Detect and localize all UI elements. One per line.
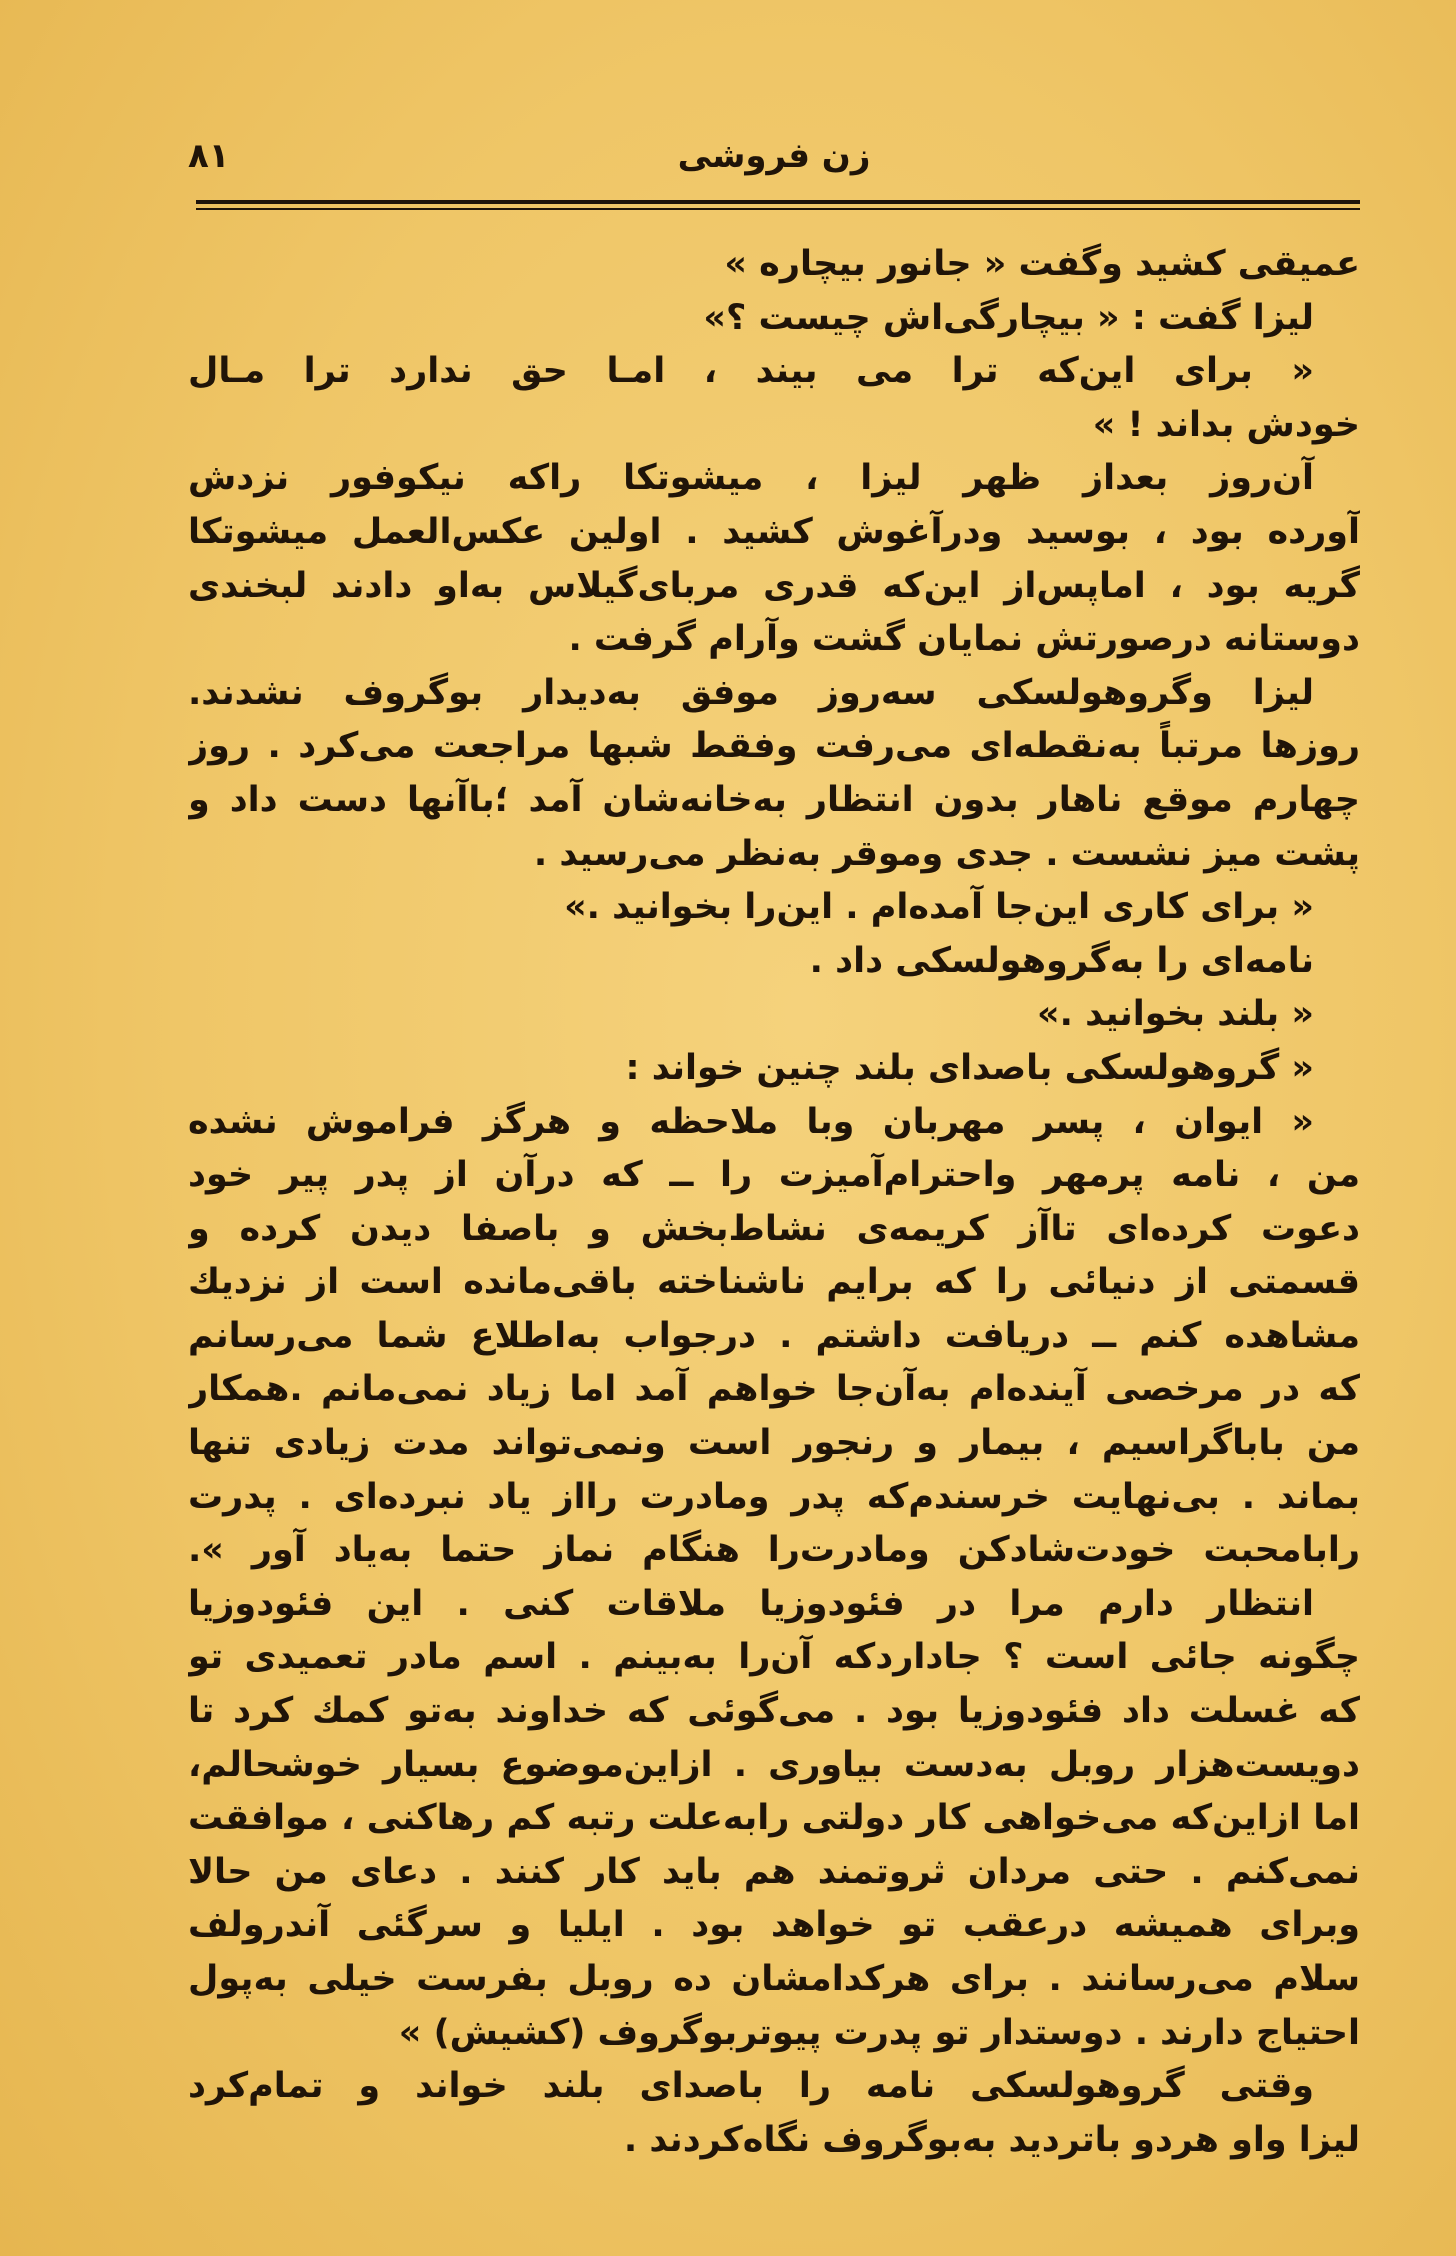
text-line: انتظار دارم مرا در فئودوزیا ملاقات کنی . این فئودوزیا	[188, 1583, 1314, 1624]
text-line: که غسلت داد فئودوزیا بود . می‌گوئی که خداوند به‌تو کمك کرد تا	[188, 1691, 1360, 1732]
text-line: پشت میز نشست . جدی وموقر به‌نظر می‌رسید .	[533, 833, 1360, 874]
text-line: وقتی گروهولسکی نامه را باصدای بلند خواند و تمام‌کرد	[188, 2066, 1314, 2107]
text-line: لیزا وگروهولسکی سه‌روز موفق به‌دیدار بوگروف نشدند.	[188, 672, 1314, 713]
header-rule-thick	[196, 200, 1360, 204]
text-line: عمیقی کشید وگفت « جانور بیچاره »	[724, 244, 1360, 284]
text-line: دعوت کرده‌ای تاآز کریمه‌ی نشاط‌بخش و باصفا دیدن کرده و	[188, 1208, 1360, 1249]
text-line: « برای کاری این‌جا آمده‌ام . این‌را بخوانید .»	[564, 887, 1314, 928]
text-line: روزها مرتباً به‌نقطه‌ای می‌رفت وفقط شبها مراجعت می‌کرد . روز	[188, 726, 1360, 767]
body-text	[188, 238, 1360, 2167]
text-line: « گروهولسکی باصدای بلند چنین خواند :	[625, 1047, 1314, 1088]
text-line: چگونه جائی است ؟ جادارد‌که آن‌را به‌بینم . اسم مادر تعمیدی تو	[188, 1637, 1360, 1678]
running-title: زن فروشی	[677, 136, 871, 176]
text-line: سلام می‌رسانند . برای هرکدامشان ده روبل بفرست خیلی به‌پول	[188, 1959, 1360, 1999]
text-line: من ، نامه پرمهر واحترام‌آمیزت را ــ که درآن از پدر پیر خود	[188, 1155, 1360, 1196]
text-line: دوستانه درصورتش نمایان گشت وآرام گرفت .	[568, 619, 1360, 660]
text-line: « برای این‌که ترا می بیند ، امـا حق ندارد ترا مـال	[188, 351, 1314, 392]
text-line: آن‌روز بعداز ظهر لیزا ، میشوتکا راکه نیکوفور نزدش	[188, 458, 1314, 499]
header-rule-thin	[196, 208, 1360, 210]
text-line: چهارم موقع ناهار بدون انتظار به‌خانه‌شان آمد ؛باآنها دست داد و	[188, 779, 1360, 820]
text-line: مشاهده کنم ــ دریافت داشتم . درجواب به‌اطلاع شما می‌رسانم	[188, 1315, 1360, 1356]
text-line: احتیاج دارند . دوستدار تو پدرت پیوتربوگروف (کشیش) »	[398, 2012, 1360, 2053]
text-line: گریه بود ، اماپس‌از این‌که قدری مربای‌گیلاس به‌او دادند لبخندی	[188, 565, 1360, 606]
text-line: بماند . بی‌نهایت خرسندم‌که پدر ومادرت رااز یاد نبرده‌ای . پدرت	[188, 1476, 1360, 1517]
text-line: نامه‌ای را به‌گروهولسکی داد .	[809, 940, 1314, 981]
text-line: « بلند بخوانید .»	[1037, 994, 1314, 1035]
text-line: نمی‌کنم . حتی مردان ثروتمند هم باید کار کنند . دعای من حالا	[188, 1851, 1360, 1892]
text-line: رابامحبت خودت‌شادکن ومادرت‌را هنگام نماز حتما به‌یاد آور ».	[188, 1530, 1360, 1571]
text-line: قسمتی از دنیائی را که برایم ناشناخته باقی‌مانده است از نزدیك	[188, 1262, 1360, 1303]
page-header	[188, 130, 1360, 200]
text-line: که در مرخصی آینده‌ام به‌آن‌جا خواهم آمد اما زیاد نمی‌مانم .همکار	[188, 1369, 1360, 1410]
text-line: اما ازاین‌که می‌خواهی کار دولتی رابه‌علت رتبه کم رهاکنی ، موافقت	[188, 1798, 1360, 1839]
text-line: خودش بداند ! »	[1092, 404, 1360, 445]
text-line: دویست‌هزار روبل به‌دست بیاوری . ازاین‌موضوع بسیار خوشحالم،	[188, 1744, 1360, 1785]
text-line: وبرای همیشه درعقب تو خواهد بود . ایلیا و سرگئی آندرولف	[188, 1905, 1360, 1946]
text-line: آورده بود ، بوسید ودرآغوش کشید . اولین عکس‌العمل میشوتکا	[188, 511, 1360, 552]
text-line: من باباگراسیم ، بیمار و رنجور است ونمی‌تواند مدت زیادی تنها	[188, 1423, 1360, 1464]
text-line: لیزا گفت : « بیچارگی‌اش چیست ؟»	[703, 297, 1314, 338]
text-line: لیزا واو هردو باتردید به‌بوگروف نگاه‌کردند .	[623, 2119, 1360, 2160]
text-line: « ایوان ، پسر مهربان وبا ملاحظه و هرگز فراموش نشده	[188, 1101, 1314, 1142]
page-number: ۸۱	[188, 136, 230, 176]
